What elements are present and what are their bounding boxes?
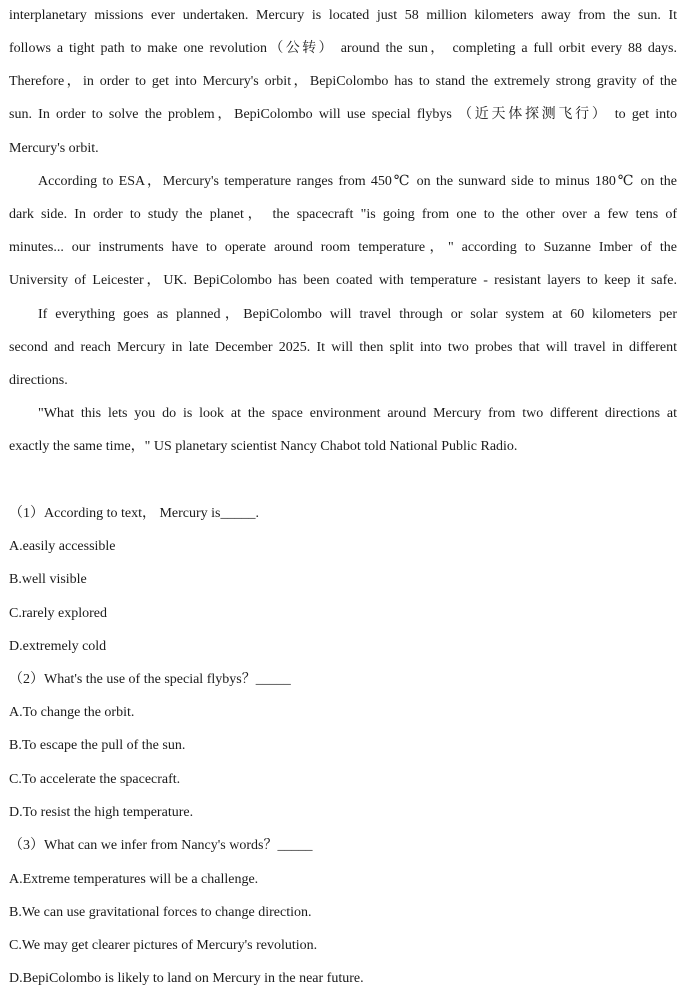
question-3-option-c: C.We may get clearer pictures of Mercury's revolution. (9, 938, 318, 953)
question-3-prompt: （3）What can we infer from Nancy's words？_____ (9, 838, 313, 853)
question-1-prompt: （1）According to text， Mercury is_____. (9, 506, 260, 521)
question-2-option-d: D.To resist the high temperature. (9, 805, 194, 820)
paragraph-2-line-4: University of Leicester，UK. BepiColombo has been coated with temperature - resistant layers to keep it safe. (9, 273, 677, 288)
question-1-option-c: C.rarely explored (9, 606, 107, 621)
paragraph-1-line-4: sun. In order to solve the problem，BepiColombo will use special flybys （近天体探测飞行） to get into (9, 107, 677, 122)
paragraph-1-line-2: follows a tight path to make one revolution（公转） around the sun， completing a full orbit every 88 days. (9, 41, 677, 56)
paragraph-2-line-1: According to ESA，Mercury's temperature ranges from 450℃ on the sunward side to minus 180℃ on the (38, 174, 677, 189)
question-2-option-c: C.To accelerate the spacecraft. (9, 772, 181, 787)
question-3-option-a: A.Extreme temperatures will be a challenge. (9, 872, 259, 887)
question-3-option-b: B.We can use gravitational forces to change direction. (9, 905, 312, 920)
question-2-prompt: （2）What's the use of the special flybys？_____ (9, 672, 291, 687)
question-2-option-b: B.To escape the pull of the sun. (9, 738, 186, 753)
paragraph-3-line-3: directions. (9, 373, 68, 388)
question-2-option-a: A.To change the orbit. (9, 705, 135, 720)
paragraph-4-line-1: "What this lets you do is look at the space environment around Mercury from two different directions at (38, 406, 677, 421)
paragraph-4-line-2: exactly the same time，" US planetary scientist Nancy Chabot told National Public Radio. (9, 439, 518, 454)
paragraph-1-line-5: Mercury's orbit. (9, 141, 99, 156)
question-3-option-d: D.BepiColombo is likely to land on Mercury in the near future. (9, 971, 364, 986)
paragraph-2-line-3: minutes... our instruments have to operate around room temperature，" according to Suzanne Imber of the (9, 240, 677, 255)
paragraph-1-line-3: Therefore，in order to get into Mercury's orbit，BepiColombo has to stand the extremely strong gravity of the (9, 74, 677, 89)
question-1-option-a: A.easily accessible (9, 539, 116, 554)
paragraph-2-line-2: dark side. In order to study the planet， the spacecraft "is going from one to the other over a few tens of (9, 207, 677, 222)
question-1-option-d: D.extremely cold (9, 639, 107, 654)
paragraph-1-line-1: interplanetary missions ever undertaken. Mercury is located just 58 million kilometers away from the sun. It (9, 8, 677, 23)
paragraph-3-line-2: second and reach Mercury in late December 2025. It will then split into two probes that will travel in different (9, 340, 677, 355)
question-1-option-b: B.well visible (9, 572, 87, 587)
paragraph-3-line-1: If everything goes as planned，BepiColombo will travel through or solar system at 60 kilometers per (38, 307, 677, 322)
